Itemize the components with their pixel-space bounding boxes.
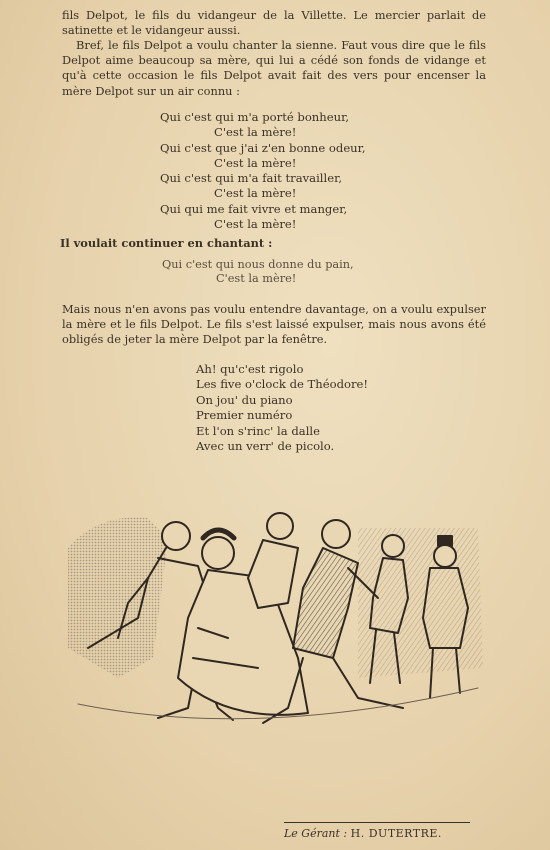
paragraph-4: [62, 302, 486, 348]
paragraph-2-text: Bref, le fils Delpot a voulu chanter la sienne. Faut vous dire que le fils Delpot aime beaucoup sa mère, qui lui a cédé son fonds de vidange et qu'à cette occasion le fils Delpot avait fait des vers pour encenser la mère Delpot sur un air connu :: [62, 38, 486, 98]
paragraph-3-text: Il voulait continuer en chantant :: [60, 236, 273, 250]
paragraph-1: [62, 8, 486, 38]
song-line: Qui c'est qui m'a fait travailler,: [160, 171, 343, 186]
illustration-brawl: [58, 508, 498, 740]
song-refrain: C'est la mère!: [216, 272, 297, 285]
song-line: Ah! qu'c'est rigolo: [196, 362, 304, 376]
paragraph-1-text: fils Delpot, le fils du vidangeur de la Villette. Le mercier parlait de satinette et le vidangeur aussi.: [62, 8, 486, 38]
song-line: Qui c'est qui m'a porté bonheur,: [160, 110, 350, 124]
song-line: Qui c'est qui nous donne du pain,: [162, 258, 354, 271]
paragraph-3: [60, 236, 272, 250]
paragraph-4-text: Mais nous n'en avons pas voulu entendre davantage, on a voulu expulser la mère et le fils Delpot. Le fils s'est laissé expulser, mais nous avons été obligés de jeter la mère Delpot par la fenêtre.: [62, 302, 486, 347]
song-refrain: C'est la mère!: [214, 125, 297, 140]
song-line: Premier numéro: [196, 408, 293, 423]
song-refrain: C'est la mère!: [214, 186, 297, 201]
song-verse-3: [196, 362, 368, 454]
song-refrain: C'est la mère!: [214, 217, 297, 232]
paragraph-2: [62, 38, 486, 99]
man-bald: [248, 513, 298, 608]
song-line: Et l'on s'rinc' la dalle: [196, 423, 320, 438]
song-line: On jou' du piano: [196, 392, 293, 407]
song-verse-2: [162, 258, 354, 286]
song-refrain: C'est la mère!: [214, 155, 297, 170]
song-line: Qui qui me fait vivre et manger,: [160, 201, 348, 216]
signature-label: Le Gérant :: [284, 827, 348, 840]
song-line: Avec un verr' de picolo.: [196, 439, 335, 454]
song-verse-1: [160, 110, 366, 232]
song-line: Les five o'clock de Théodore!: [196, 377, 369, 392]
signature-name: H. DUTERTRE.: [350, 827, 442, 840]
signature-line: [284, 822, 470, 840]
song-line: Qui c'est que j'ai z'en bonne odeur,: [160, 140, 366, 155]
